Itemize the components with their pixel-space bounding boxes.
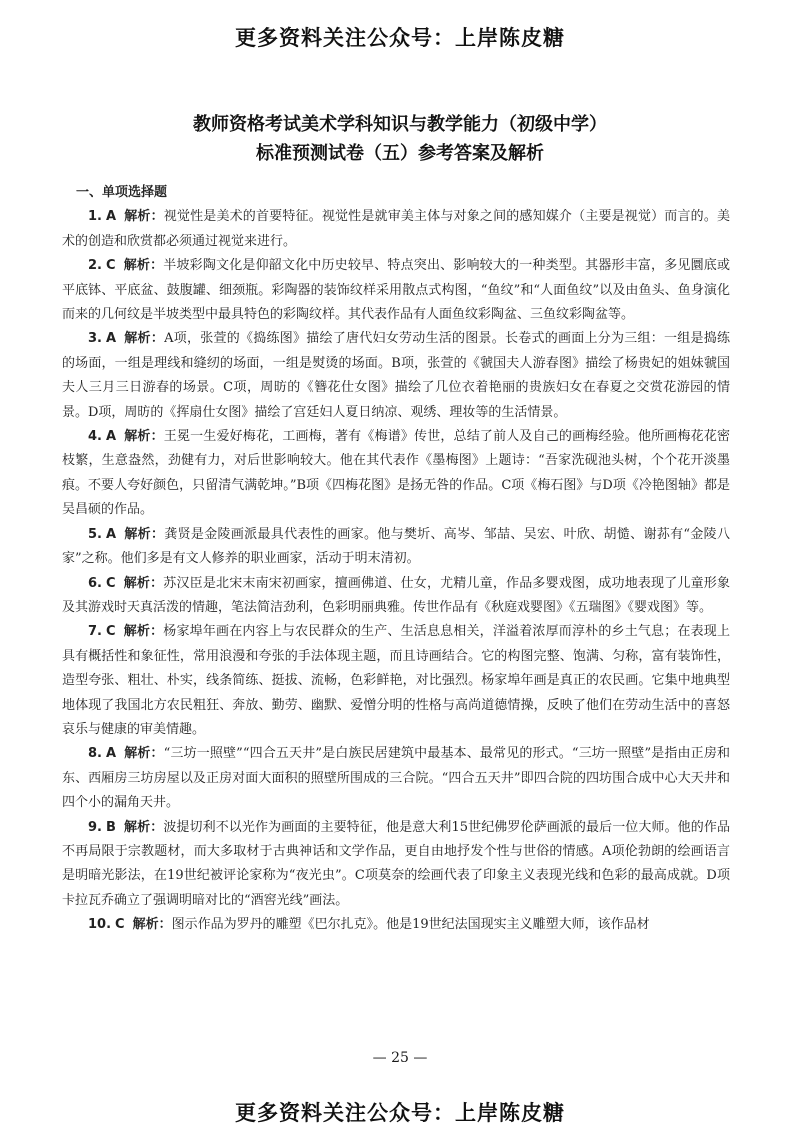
question-item: 7. C 解析：杨家埠年画在内容上与农民群众的生产、生活息息相关，洋溢着浓厚而淳朴的乡土气息；在表现上具有概括性和象征性，常用浪漫和夸张的手法体现主题，而且诗画结合。它的构图完整、饱满、匀称，富有装饰性，造型夸张、粗壮、朴实，线条简练、挺拔、流畅，色彩鲜艳，对比强烈。杨家埠年画是真正的农民画。它集中地典型地体现了我国北方农民粗狂、奔放、勤劳、幽默、爱憎分明的性格与高尚道德情操，反映了他们在劳动生活中的喜怒哀乐与健康的审美情趣。: [62, 624, 730, 737]
analysis-label: 解析: [124, 526, 151, 542]
question-analysis-text: “三坊一照壁”“四合五天井”是白族民居建筑中最基本、最常见的形式。“三坊一照壁”是指由正房和东、西厢房三坊房屋以及正房对面大面积的照壁所围成的三合院。“四合五天井”即四合院的四坊围合成中心大天井和四个小的漏角天井。: [62, 746, 730, 811]
question-number: 6.: [88, 575, 102, 591]
question-item: 4. A 解析：王冕一生爱好梅花，工画梅，著有《梅谱》传世，总结了前人及自己的画梅经验。他所画梅花花密枝繁，生意盎然，劲健有力，对后世影响较大。他在其代表作《墨梅图》上题诗：“吾家洗砚池头树，个个花开淡墨痕。不要人夸好颜色，只留清气满乾坤。”B项《四梅花图》是扬无咎的作品。C项《梅石图》与D项《冷艳图轴》都是吴昌硕的作品。: [62, 429, 730, 518]
question-analysis-text: 波提切利不以光作为画面的主要特征，他是意大利15世纪佛罗伦萨画派的最后一位大师。他的作品不再局限于宗教题材，而大多取材于古典神话和文学作品，更自由地抒发个性与世俗的情感。A项伦勃朗的绘画语言是明暗光影法，在19世纪被评论家称为“夜光虫”。C项莫奈的绘画代表了印象主义表现光线和色彩的最高成就。D项卡拉瓦乔确立了强调明暗对比的“酒窖光线”画法。: [62, 819, 730, 908]
answer-content: [62, 181, 730, 938]
footer-banner: 更多资料关注公众号：上岸陈皮糖: [235, 1101, 565, 1125]
question-answer: C: [105, 258, 116, 274]
analysis-label: 解析: [123, 258, 151, 274]
question-item: 2. C 解析：半坡彩陶文化是仰韶文化中历史较早、特点突出、影响较大的一种类型。其器形丰富，多见圜底或平底钵、平底盆、鼓腹罐、细颈瓶。彩陶器的装饰纹样采用散点式构图，“鱼纹”和“人面鱼纹”以及由鱼头、鱼身演化而来的几何纹是半坡类型中最具特色的彩陶纹样。其代表作品有人面鱼纹彩陶盆、三鱼纹彩陶盆等。: [62, 258, 730, 323]
question-number: 2.: [88, 258, 102, 274]
question-item: 5. A 解析：龚贤是金陵画派最具代表性的画家。他与樊圻、高岑、邹喆、吴宏、叶欣、胡慥、谢荪有“金陵八家”之称。他们多是有文人修养的职业画家，活动于明末清初。: [62, 526, 730, 567]
question-number: 1.: [88, 209, 102, 225]
analysis-label: 解析: [124, 331, 151, 347]
analysis-label: 解析: [123, 624, 151, 640]
analysis-label: 解析: [132, 917, 159, 933]
question-item: 10. C 解析：图示作品为罗丹的雕塑《巴尔扎克》。他是19世纪法国现实主义雕塑大师，该作品材: [88, 917, 650, 933]
question-number: 5.: [88, 526, 102, 542]
question-analysis-text: A项，张萱的《捣练图》描绘了唐代妇女劳动生活的图景。长卷式的画面上分为三组：一组是捣练的场面，一组是理线和缝纫的场面，一组是熨烫的场面。B项，张萱的《虢国夫人游春图》描绘了杨贵妃的姐妹虢国夫人三月三日游春的场景。C项，周昉的《簪花仕女图》描绘了几位衣着艳丽的贵族妇女在春夏之交赏花游园的情景。D项，周昉的《挥扇仕女图》描绘了宫廷妇人夏日纳凉、观绣、理妆等的生活情景。: [62, 331, 730, 420]
question-answer: A: [105, 331, 117, 347]
question-answer: A: [105, 429, 117, 445]
question-item: 6. C 解析：苏汉臣是北宋末南宋初画家，擅画佛道、仕女，尤精儿童，作品多婴戏图，成功地表现了儿童形象及其游戏时天真活泼的情趣，笔法简洁劲利，色彩明丽典雅。传世作品有《秋庭戏婴图》《五瑞图》《婴戏图》等。: [62, 575, 730, 615]
question-answer: A: [105, 746, 117, 762]
question-analysis-text: 半坡彩陶文化是仰韶文化中历史较早、特点突出、影响较大的一种类型。其器形丰富，多见圜底或平底钵、平底盆、鼓腹罐、细颈瓶。彩陶器的装饰纹样采用散点式构图，“鱼纹”和“人面鱼纹”以及由鱼头、鱼身演化而来的几何纹是半坡类型中最具特色的彩陶纹样。其代表作品有人面鱼纹彩陶盆、三鱼纹彩陶盆等。: [62, 258, 730, 323]
question-answer: A: [105, 209, 117, 225]
document-title: 教师资格考试美术学科知识与教学能力（初级中学）: [193, 114, 607, 135]
question-item: 8. A 解析：“三坊一照壁”“四合五天井”是白族民居建筑中最基本、最常见的形式。“三坊一照壁”是指由正房和东、西厢房三坊房屋以及正房对面大面积的照壁所围成的三合院。“四合五天井”即四合院的四坊围合成中心大天井和四个小的漏角天井。: [62, 746, 730, 811]
question-analysis-text: 苏汉臣是北宋末南宋初画家，擅画佛道、仕女，尤精儿童，作品多婴戏图，成功地表现了儿童形象及其游戏时天真活泼的情趣，笔法简洁劲利，色彩明丽典雅。传世作品有《秋庭戏婴图》《五瑞图》《婴戏图》等。: [62, 575, 730, 615]
question-analysis-text: 图示作品为罗丹的雕塑《巴尔扎克》。他是19世纪法国现实主义雕塑大师，该作品材: [171, 917, 650, 933]
question-item: 1. A 解析：视觉性是美术的首要特征。视觉性是就审美主体与对象之间的感知媒介（主要是视觉）而言的。美术的创造和欣赏都必须通过视觉来进行。: [62, 209, 730, 249]
question-answer: C: [115, 917, 125, 933]
question-analysis-text: 王冕一生爱好梅花，工画梅，著有《梅谱》传世，总结了前人及自己的画梅经验。他所画梅花花密枝繁，生意盎然，劲健有力，对后世影响较大。他在其代表作《墨梅图》上题诗：“吾家洗砚池头树，个个花开淡墨痕。不要人夸好颜色，只留清气满乾坤。”B项《四梅花图》是扬无咎的作品。C项《梅石图》与D项《冷艳图轴》都是吴昌硕的作品。: [62, 429, 730, 518]
analysis-label: 解析: [124, 209, 151, 225]
analysis-label: 解析: [123, 819, 151, 835]
question-answer: C: [105, 624, 116, 640]
question-analysis-text: 杨家埠年画在内容上与农民群众的生产、生活息息相关，洋溢着浓厚而淳朴的乡土气息；在表现上具有概括性和象征性，常用浪漫和夸张的手法体现主题，而且诗画结合。它的构图完整、饱满、匀称，富有装饰性，造型夸张、粗壮、朴实，线条简练、挺拔、流畅，色彩鲜艳，对比强烈。杨家埠年画是真正的农民画。它集中地典型地体现了我国北方农民粗狂、奔放、勤劳、幽默、爱憎分明的性格与高尚道德情操，反映了他们在劳动生活中的喜怒哀乐与健康的审美情趣。: [62, 624, 730, 737]
question-number: 7.: [88, 624, 102, 640]
question-item: 9. B 解析：波提切利不以光作为画面的主要特征，他是意大利15世纪佛罗伦萨画派的最后一位大师。他的作品不再局限于宗教题材，而大多取材于古典神话和文学作品，更自由地抒发个性与世俗的情感。A项伦勃朗的绘画语言是明暗光影法，在19世纪被评论家称为“夜光虫”。C项莫奈的绘画代表了印象主义表现光线和色彩的最高成就。D项卡拉瓦乔确立了强调明暗对比的“酒窖光线”画法。: [62, 819, 730, 908]
question-answer: B: [105, 819, 116, 835]
question-item: 3. A 解析：A项，张萱的《捣练图》描绘了唐代妇女劳动生活的图景。长卷式的画面上分为三组：一组是捣练的场面，一组是理线和缝纫的场面，一组是熨烫的场面。B项，张萱的《虢国夫人游春图》描绘了杨贵妃的姐妹虢国夫人三月三日游春的场景。C项，周昉的《簪花仕女图》描绘了几位衣着艳丽的贵族妇女在春夏之交赏花游园的情景。D项，周昉的《挥扇仕女图》描绘了宫廷妇人夏日纳凉、观绣、理妆等的生活情景。: [62, 331, 730, 420]
page-number: — 25 —: [372, 1050, 428, 1066]
question-number: 10.: [88, 917, 112, 933]
question-list: [62, 205, 730, 937]
section-heading: 一、单项选择题: [76, 185, 168, 200]
question-answer: C: [105, 575, 116, 591]
analysis-label: 解析: [124, 429, 151, 445]
question-analysis-text: 龚贤是金陵画派最具代表性的画家。他与樊圻、高岑、邹喆、吴宏、叶欣、胡慥、谢荪有“金陵八家”之称。他们多是有文人修养的职业画家，活动于明末清初。: [62, 526, 730, 567]
analysis-label: 解析: [123, 575, 151, 591]
question-analysis-text: 视觉性是美术的首要特征。视觉性是就审美主体与对象之间的感知媒介（主要是视觉）而言的。美术的创造和欣赏都必须通过视觉来进行。: [62, 209, 730, 249]
header-banner: 更多资料关注公众号：上岸陈皮糖: [235, 26, 565, 50]
question-number: 8.: [88, 746, 102, 762]
analysis-label: 解析: [124, 746, 151, 762]
document-subtitle: 标准预测试卷（五）参考答案及解析: [256, 143, 544, 164]
question-number: 3.: [88, 331, 102, 347]
question-answer: A: [105, 526, 117, 542]
question-number: 9.: [88, 819, 102, 835]
question-number: 4.: [88, 429, 102, 445]
